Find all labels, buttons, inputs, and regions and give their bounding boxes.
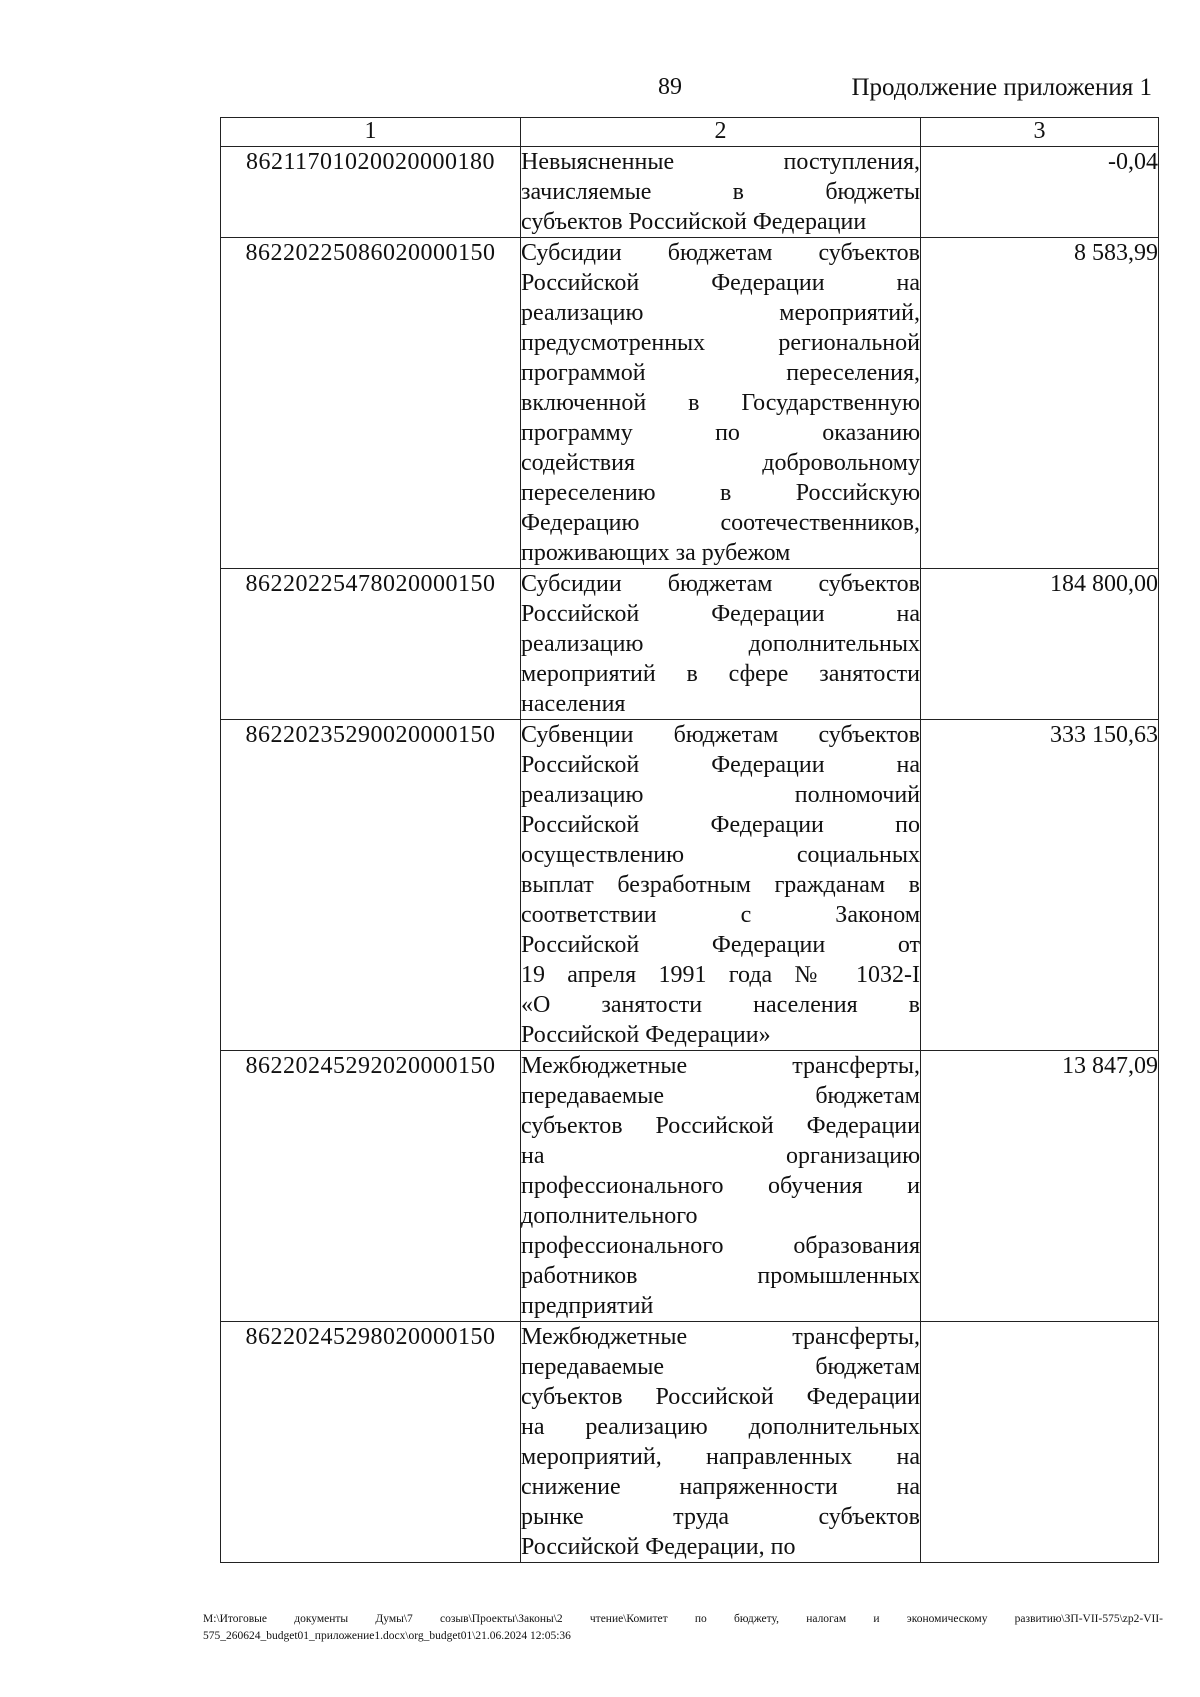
description-line: мероприятий, направленных на: [521, 1444, 920, 1470]
column-header-2: 2: [521, 118, 921, 147]
budget-code: 86220245298020000150: [221, 1322, 521, 1563]
table-row: [221, 720, 1159, 1051]
table-body: [221, 147, 1159, 1563]
description-line: включенной в Государственную: [521, 390, 920, 416]
description-line: содействия добровольному: [521, 450, 920, 476]
description-line: Невыясненные поступления,: [521, 149, 920, 175]
continuation-label: Продолжение приложения 1: [851, 74, 1152, 101]
page-number: 89: [658, 74, 682, 100]
description-line: 19 апреля 1991 года № 1032-I: [521, 962, 920, 988]
description-line: переселению в Российскую: [521, 480, 920, 506]
description-line: Межбюджетные трансферты,: [521, 1324, 920, 1350]
description-line: Российской Федерации по: [521, 812, 920, 838]
description-line: проживающих за рубежом: [521, 540, 791, 566]
description-line: Федерацию соотечественников,: [521, 510, 920, 536]
description-line: Российской Федерации»: [521, 1022, 771, 1048]
column-header-3: 3: [921, 118, 1159, 147]
description-line: реализацию мероприятий,: [521, 300, 920, 326]
table-row: [221, 147, 1159, 238]
revenue-description: [521, 1051, 921, 1322]
budget-code: 86211701020020000180: [221, 147, 521, 238]
description-line: на реализацию дополнительных: [521, 1414, 920, 1440]
description-line: выплат безработным гражданам в: [521, 872, 920, 898]
table-row: [221, 569, 1159, 720]
description-line: Российской Федерации на: [521, 270, 920, 296]
budget-code: 86220245292020000150: [221, 1051, 521, 1322]
table-row: [221, 238, 1159, 569]
table-row: [221, 1051, 1159, 1322]
description-line: населения: [521, 691, 626, 717]
description-line: Российской Федерации на: [521, 752, 920, 778]
description-line: программой переселения,: [521, 360, 920, 386]
description-line: мероприятий в сфере занятости: [521, 661, 920, 687]
budget-code: 86220235290020000150: [221, 720, 521, 1051]
budget-code: 86220225086020000150: [221, 238, 521, 569]
column-header-1: 1: [221, 118, 521, 147]
amount-value: 333 150,63: [921, 720, 1159, 1051]
column-number-row: [221, 118, 1159, 147]
description-line: профессионального образования: [521, 1233, 920, 1259]
amount-value: -0,04: [921, 147, 1159, 238]
amount-value: 13 847,09: [921, 1051, 1159, 1322]
description-line: рынке труда субъектов: [521, 1504, 920, 1530]
description-line: реализацию дополнительных: [521, 631, 920, 657]
amount-value: 184 800,00: [921, 569, 1159, 720]
revenue-description: [521, 720, 921, 1051]
description-line: субъектов Российской Федерации: [521, 1113, 920, 1139]
revenue-description: [521, 1322, 921, 1563]
revenue-description: [521, 238, 921, 569]
budget-code: 86220225478020000150: [221, 569, 521, 720]
description-line: дополнительного: [521, 1203, 698, 1229]
description-line: профессионального обучения и: [521, 1173, 920, 1199]
description-line: снижение напряженности на: [521, 1474, 920, 1500]
description-line: программу по оказанию: [521, 420, 920, 446]
description-line: Российской Федерации от: [521, 932, 920, 958]
description-line: субъектов Российской Федерации: [521, 209, 867, 235]
description-line: Субвенции бюджетам субъектов: [521, 722, 920, 748]
table-row: [221, 1322, 1159, 1563]
description-line: на организацию: [521, 1143, 920, 1169]
description-line: предприятий: [521, 1293, 654, 1319]
description-line: «О занятости населения в: [521, 992, 920, 1018]
revenue-description: [521, 147, 921, 238]
description-line: работников промышленных: [521, 1263, 920, 1289]
description-line: реализацию полномочий: [521, 782, 920, 808]
document-path-footer: M:\Итоговые документы Думы\7 созыв\Проекты\Законы\2 чтение\Комитет по бюджету, налогам и экономическому развитию\ЗП-VII-575\zp2-VII-575_260624_budget01_приложение1.docx\org_budget01\21.06.2024 12:05:36: [203, 1613, 1163, 1642]
description-line: соответствии с Законом: [521, 902, 920, 928]
budget-table: [220, 117, 1159, 1563]
amount-value: 8 583,99: [921, 238, 1159, 569]
revenue-description: [521, 569, 921, 720]
description-line: субъектов Российской Федерации: [521, 1384, 920, 1410]
description-line: Субсидии бюджетам субъектов: [521, 571, 920, 597]
description-line: осуществлению социальных: [521, 842, 920, 868]
description-line: Российской Федерации на: [521, 601, 920, 627]
amount-value: [921, 1322, 1159, 1563]
description-line: передаваемые бюджетам: [521, 1083, 920, 1109]
description-line: зачисляемые в бюджеты: [521, 179, 920, 205]
description-line: Межбюджетные трансферты,: [521, 1053, 920, 1079]
description-line: Субсидии бюджетам субъектов: [521, 240, 920, 266]
description-line: передаваемые бюджетам: [521, 1354, 920, 1380]
description-line: предусмотренных региональной: [521, 330, 920, 356]
description-line: Российской Федерации, по: [521, 1534, 796, 1560]
